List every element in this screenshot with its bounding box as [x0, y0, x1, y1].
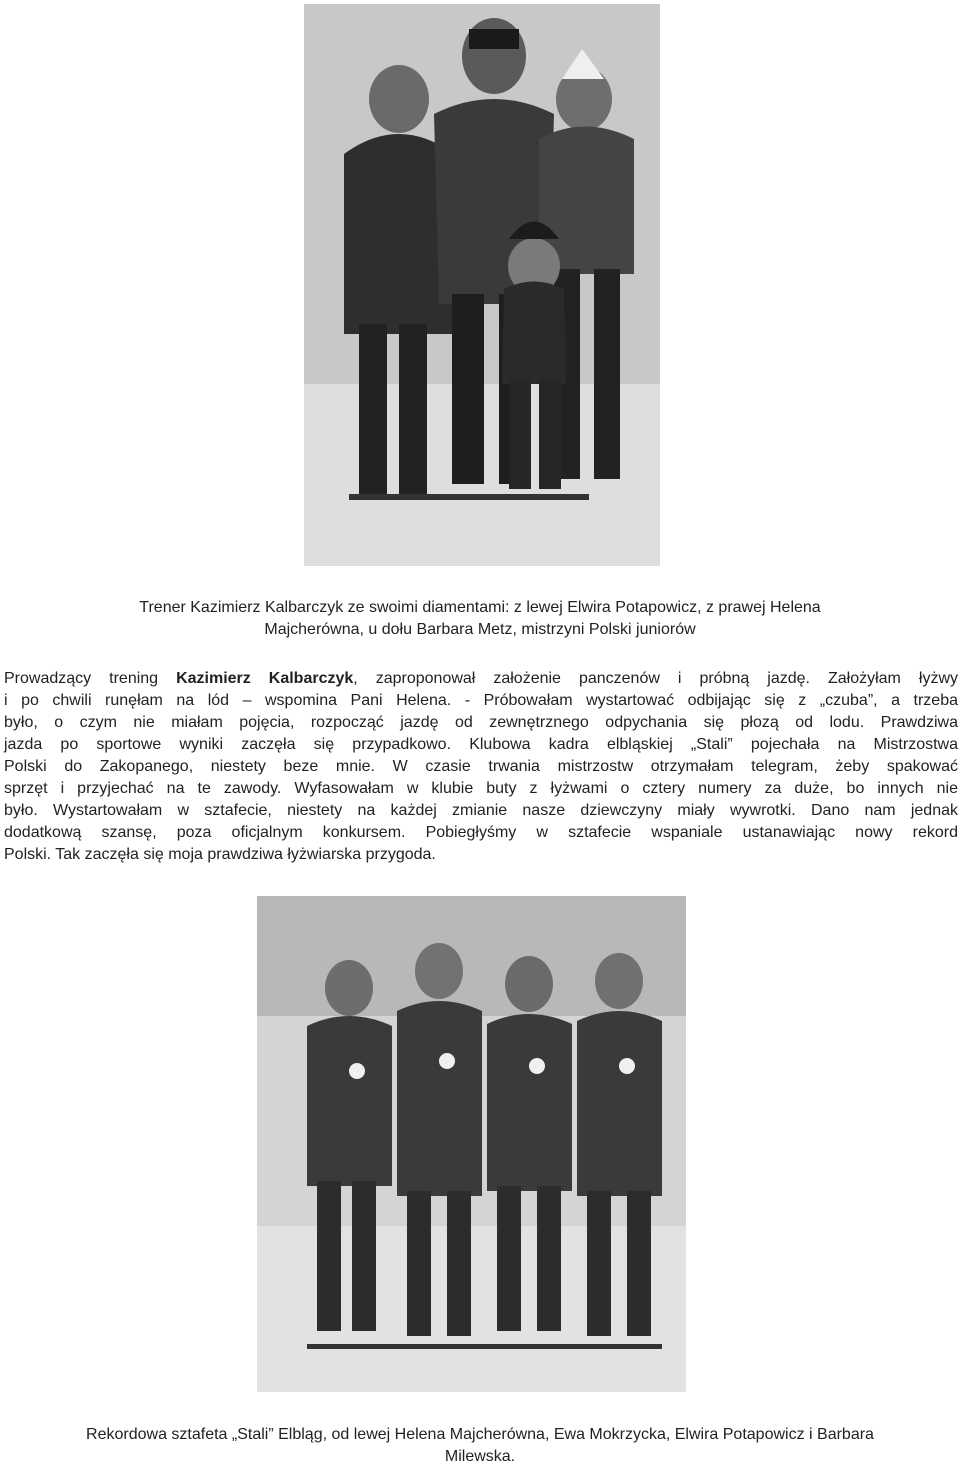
article-name-kalbarczyk: Kazimierz Kalbarczyk	[176, 670, 354, 687]
article-line-5: Polski do Zakopanego, niestety beze mnie. W czasie trwania mistrzostw otrzymałam telegram, żeby spakować	[4, 758, 958, 775]
article-line-1	[4, 668, 958, 690]
article-line-7: było. Wystartowałam w sztafecie, niestety na każdej zmianie nasze dziewczyny miały wywrotki. Dano nam jednak	[4, 802, 958, 819]
photo-skaters-group	[304, 4, 660, 566]
caption-top-line-1: Trener Kazimierz Kalbarczyk ze swoimi diamentami: z lewej Elwira Potapowicz, z prawej Helena	[139, 599, 821, 616]
article-line-1-a: Prowadzący trening	[4, 670, 177, 687]
article-line-3: było, o czym nie miałam pojęcia, rozpocząć jazdę od zewnętrznego odpychania się płozą od lodu. Prawdziwa	[4, 714, 958, 731]
article-body	[4, 668, 958, 866]
article-line-9: Polski. Tak zaczęła się moja prawdziwa łyżwiarska przygoda.	[4, 846, 436, 863]
photo-skaters-group-drawing	[304, 4, 660, 566]
caption-bottom-line-1: Rekordowa sztafeta „Stali” Elbląg, od lewej Helena Majcherówna, Ewa Mokrzycka, Elwira Potapowicz i Barbara	[86, 1426, 874, 1443]
caption-bottom-line-2: Milewska.	[444, 1448, 516, 1465]
caption-top-line-2: Majcherówna, u dołu Barbara Metz, mistrzyni Polski juniorów	[264, 621, 696, 638]
photo-caption-top	[0, 597, 960, 641]
article-line-2: i po chwili runęłam na lód – wspomina Pani Helena. - Próbowałam wystartować odbijając się z „czuba”, a trzeba	[4, 692, 958, 709]
article-line-4: jazda po sportowe wyniki zaczęła się przypadkowo. Klubowa kadra elbląskiej „Stali” pojechała na Mistrzostwa	[4, 736, 958, 753]
article-line-1-c: , zaproponował założenie panczenów i próbną jazdę. Założyłam łyżwy	[353, 670, 959, 687]
photo-relay-team-drawing	[257, 896, 686, 1392]
photo-relay-team	[257, 896, 686, 1392]
article-line-8: dodatkową szansę, poza oficjalnym konkursem. Pobiegłyśmy w sztafecie wspaniale ustanawiając nowy rekord	[4, 824, 958, 841]
article-line-6: sprzęt i przyjechać na te zawody. Wyfasowałam w klubie buty z łyżwami o cztery numery za duże, bo innych nie	[4, 780, 958, 797]
photo-caption-bottom	[0, 1424, 960, 1468]
